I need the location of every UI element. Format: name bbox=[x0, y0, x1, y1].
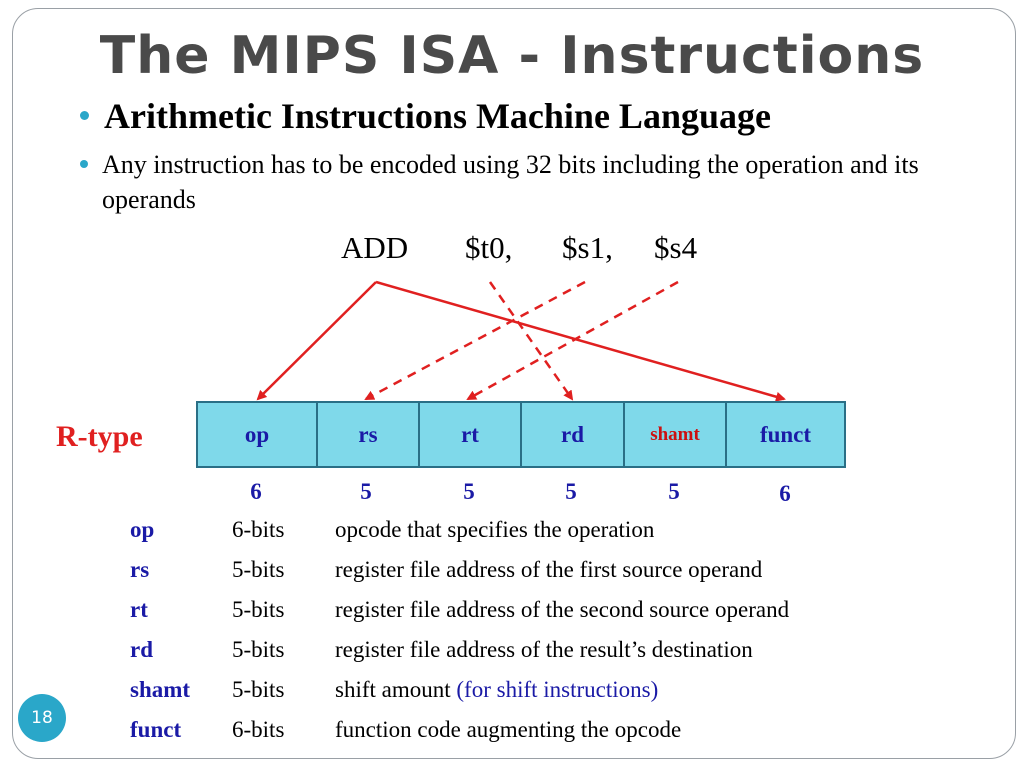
def-size: 5-bits bbox=[232, 597, 285, 622]
def-name: rt bbox=[130, 597, 148, 622]
def-size: 6-bits bbox=[232, 717, 285, 742]
bits-rs: 5 bbox=[360, 479, 372, 504]
definition-row bbox=[0, 555, 1024, 591]
instr-operand-s1: $s1, bbox=[562, 230, 613, 265]
page-number-badge: 18 bbox=[18, 694, 66, 742]
arrow-s1-to-rs bbox=[366, 282, 585, 399]
bits-rd: 5 bbox=[565, 479, 577, 504]
definition-row bbox=[0, 595, 1024, 631]
def-name: rd bbox=[130, 637, 153, 662]
field-shamt: shamt bbox=[623, 401, 727, 468]
definition-row bbox=[0, 635, 1024, 671]
def-name: shamt bbox=[130, 677, 191, 702]
definition-row bbox=[0, 715, 1024, 751]
def-desc: shift amount (for shift instructions) bbox=[335, 677, 659, 702]
format-label: R-type bbox=[56, 420, 143, 453]
definition-row bbox=[0, 515, 1024, 551]
field-funct: funct bbox=[725, 401, 846, 468]
instr-mnemonic: ADD bbox=[341, 230, 409, 265]
def-name: funct bbox=[130, 717, 182, 742]
body-bullet: Any instruction has to be encoded using 32 bits including the operation and its operands bbox=[102, 150, 919, 214]
def-name: op bbox=[130, 517, 155, 542]
arrow-t0-to-rd bbox=[490, 282, 572, 399]
instr-operand-s4: $s4 bbox=[654, 230, 698, 265]
instr-operand-t0: $t0, bbox=[465, 230, 513, 265]
def-name: rs bbox=[130, 557, 150, 582]
field-rs: rs bbox=[316, 401, 420, 468]
arrow-add-to-op bbox=[258, 282, 376, 399]
def-desc: register file address of the second source operand bbox=[335, 597, 790, 622]
def-desc: register file address of the result’s destination bbox=[335, 637, 753, 662]
definition-row bbox=[0, 675, 1024, 711]
def-size: 5-bits bbox=[232, 557, 285, 582]
slide-title: The MIPS ISA - Instructions bbox=[99, 26, 925, 86]
field-rt: rt bbox=[418, 401, 522, 468]
def-desc: function code augmenting the opcode bbox=[335, 717, 682, 742]
def-desc: register file address of the first source operand bbox=[335, 557, 763, 582]
arrow-s4-to-rt bbox=[468, 282, 678, 399]
def-size: 5-bits bbox=[232, 677, 285, 702]
def-note: (for shift instructions) bbox=[456, 677, 659, 702]
bits-rt: 5 bbox=[463, 479, 475, 504]
bits-funct: 6 bbox=[779, 481, 791, 506]
heading-bullet: Arithmetic Instructions Machine Language bbox=[104, 96, 771, 136]
def-size: 6-bits bbox=[232, 517, 285, 542]
def-desc: opcode that specifies the operation bbox=[335, 517, 655, 542]
bits-op: 6 bbox=[250, 479, 262, 504]
field-rd: rd bbox=[520, 401, 625, 468]
def-size: 5-bits bbox=[232, 637, 285, 662]
field-op: op bbox=[196, 401, 318, 468]
bits-shamt: 5 bbox=[668, 479, 680, 504]
arrow-add-to-funct bbox=[376, 282, 784, 399]
